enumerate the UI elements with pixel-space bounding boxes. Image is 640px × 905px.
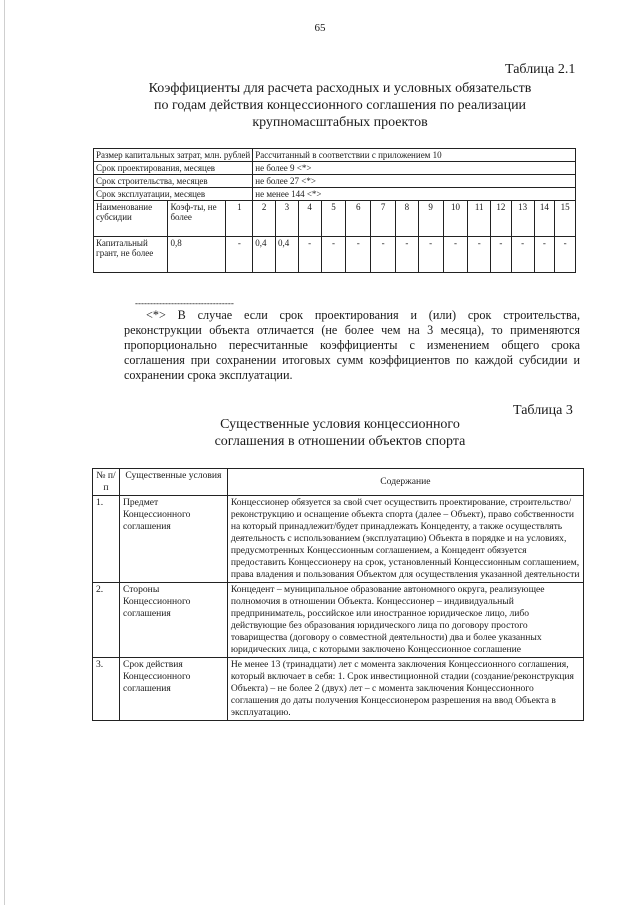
year-cell: 8 bbox=[395, 201, 418, 237]
table3-title-line: Существенные условия концессионного bbox=[220, 417, 460, 432]
value-cell: - bbox=[555, 237, 576, 273]
table-cell: Срок проектирования, месяцев bbox=[94, 162, 253, 175]
table-cell: не более 27 <*> bbox=[253, 175, 576, 188]
year-cell: 10 bbox=[443, 201, 468, 237]
coef-cell: 0,8 bbox=[168, 237, 226, 273]
sport-conditions-table bbox=[92, 468, 584, 721]
value-cell: 0,4 bbox=[276, 237, 299, 273]
table-row bbox=[94, 162, 576, 175]
value-cell: 0,4 bbox=[253, 237, 276, 273]
year-cell: 12 bbox=[491, 201, 512, 237]
table21-title-line: по годам действия концессионного соглашения по реализации bbox=[153, 98, 527, 113]
year-cell: 9 bbox=[418, 201, 443, 237]
coefficients-table bbox=[93, 148, 576, 273]
table21-title-line: Коэффициенты для расчета расходных и условных обязательств bbox=[148, 81, 532, 96]
subsidy-name-cell: Капитальный грант, не более bbox=[94, 237, 168, 273]
table-cell: Срок строительства, месяцев bbox=[94, 175, 253, 188]
table21-title bbox=[115, 80, 565, 131]
table-row bbox=[93, 496, 584, 583]
value-cell: - bbox=[534, 237, 555, 273]
table-row bbox=[93, 583, 584, 658]
table-header-row bbox=[93, 469, 584, 496]
table-cell: Срок эксплуатации, месяцев bbox=[94, 188, 253, 201]
value-cell: - bbox=[298, 237, 321, 273]
header-cell: Наименование субсидии bbox=[94, 201, 168, 237]
header-cell: Коэф-ты, не более bbox=[168, 201, 226, 237]
content-cell: Концедент – муниципальное образование автономного округа, реализующее полномочия в отношении Объекта. Концессионер – индивидуальный предприниматель, российское или иностранное юридическое лицо, либо действующие без образования юридического лица по договору простого товарищества (договору о совместной деятельности) два и более указанных юридических лица, с которыми заключено Концессионное соглашение bbox=[227, 583, 583, 658]
content-cell: Концессионер обязуется за свой счет осуществить проектирование, строительство/реконструкцию и оснащение объекта спорта (далее – Объект), право собственности на который принадлежит/будет принадлежать Концеденту, а также осуществлять деятельность с использованием (эксплуатацию) Объекта в порядке и на условиях, предусмотренных Концессионным соглашением, а Концедент обязуется предоставить Концессионеру на срок, установленный Концессионным соглашением, права владения и пользования Объектом для осуществления указанной деятельности bbox=[227, 496, 583, 583]
year-cell: 3 bbox=[276, 201, 299, 237]
table21-title-line: крупномасштабных проектов bbox=[252, 115, 428, 130]
table3-title bbox=[115, 416, 565, 450]
table-row bbox=[94, 175, 576, 188]
value-cell: - bbox=[226, 237, 253, 273]
condition-cell: Срок действия Концессионного соглашения bbox=[119, 658, 227, 721]
year-cell: 2 bbox=[253, 201, 276, 237]
footnote-separator: --------------------------------- bbox=[135, 298, 234, 308]
value-cell: - bbox=[468, 237, 491, 273]
condition-cell: Стороны Концессионного соглашения bbox=[119, 583, 227, 658]
table-row bbox=[94, 188, 576, 201]
scan-edge-line bbox=[4, 0, 5, 905]
year-cell: 15 bbox=[555, 201, 576, 237]
value-cell: - bbox=[511, 237, 534, 273]
row-number: 2. bbox=[93, 583, 120, 658]
value-cell: - bbox=[371, 237, 396, 273]
year-cell: 4 bbox=[298, 201, 321, 237]
header-cell: Существенные условия bbox=[119, 469, 227, 496]
footnote-text: <*> В случае если срок проектирования и (или) срок строительства, реконструкции объекта отличается (не более чем на 3 месяца), то применяются пропорционально пересчитанные коэффициенты с изменением общего срока соглашения при сохранении итоговых сумм коэффициентов по каждой субсидии и сохранении срока эксплуатации. bbox=[124, 308, 580, 382]
value-cell: - bbox=[418, 237, 443, 273]
header-cell: Содержание bbox=[227, 469, 583, 496]
content-cell: Не менее 13 (тринадцати) лет с момента заключения Концессионного соглашения, который включает в себя: 1. Срок инвестиционной стадии (создание/реконструкция Объекта) – не более 2 (двух) лет – с момента заключения Концессионного соглашения до даты получения Концессионером разрешения на ввод Объекта в эксплуатацию. bbox=[227, 658, 583, 721]
year-cell: 11 bbox=[468, 201, 491, 237]
table21-label: Таблица 2.1 bbox=[505, 62, 576, 77]
table3-label: Таблица 3 bbox=[513, 403, 573, 418]
value-cell: - bbox=[346, 237, 371, 273]
year-cell: 6 bbox=[346, 201, 371, 237]
page-number: 65 bbox=[314, 22, 326, 34]
value-cell: - bbox=[491, 237, 512, 273]
value-cell: - bbox=[443, 237, 468, 273]
year-cell: 7 bbox=[371, 201, 396, 237]
year-cell: 1 bbox=[226, 201, 253, 237]
row-number: 3. bbox=[93, 658, 120, 721]
year-cell: 13 bbox=[511, 201, 534, 237]
table-header-row bbox=[94, 201, 576, 237]
table3-title-line: соглашения в отношении объектов спорта bbox=[214, 434, 466, 449]
table-cell: не более 9 <*> bbox=[253, 162, 576, 175]
row-number: 1. bbox=[93, 496, 120, 583]
table-row bbox=[94, 149, 576, 162]
condition-cell: Предмет Концессионного соглашения bbox=[119, 496, 227, 583]
table-row bbox=[94, 237, 576, 273]
value-cell: - bbox=[321, 237, 346, 273]
table-cell: не менее 144 <*> bbox=[253, 188, 576, 201]
year-cell: 14 bbox=[534, 201, 555, 237]
table-cell: Размер капитальных затрат, млн. рублей bbox=[94, 149, 253, 162]
header-cell: № п/п bbox=[93, 469, 120, 496]
year-cell: 5 bbox=[321, 201, 346, 237]
value-cell: - bbox=[395, 237, 418, 273]
table-row bbox=[93, 658, 584, 721]
table-cell: Рассчитанный в соответствии с приложением 10 bbox=[253, 149, 576, 162]
